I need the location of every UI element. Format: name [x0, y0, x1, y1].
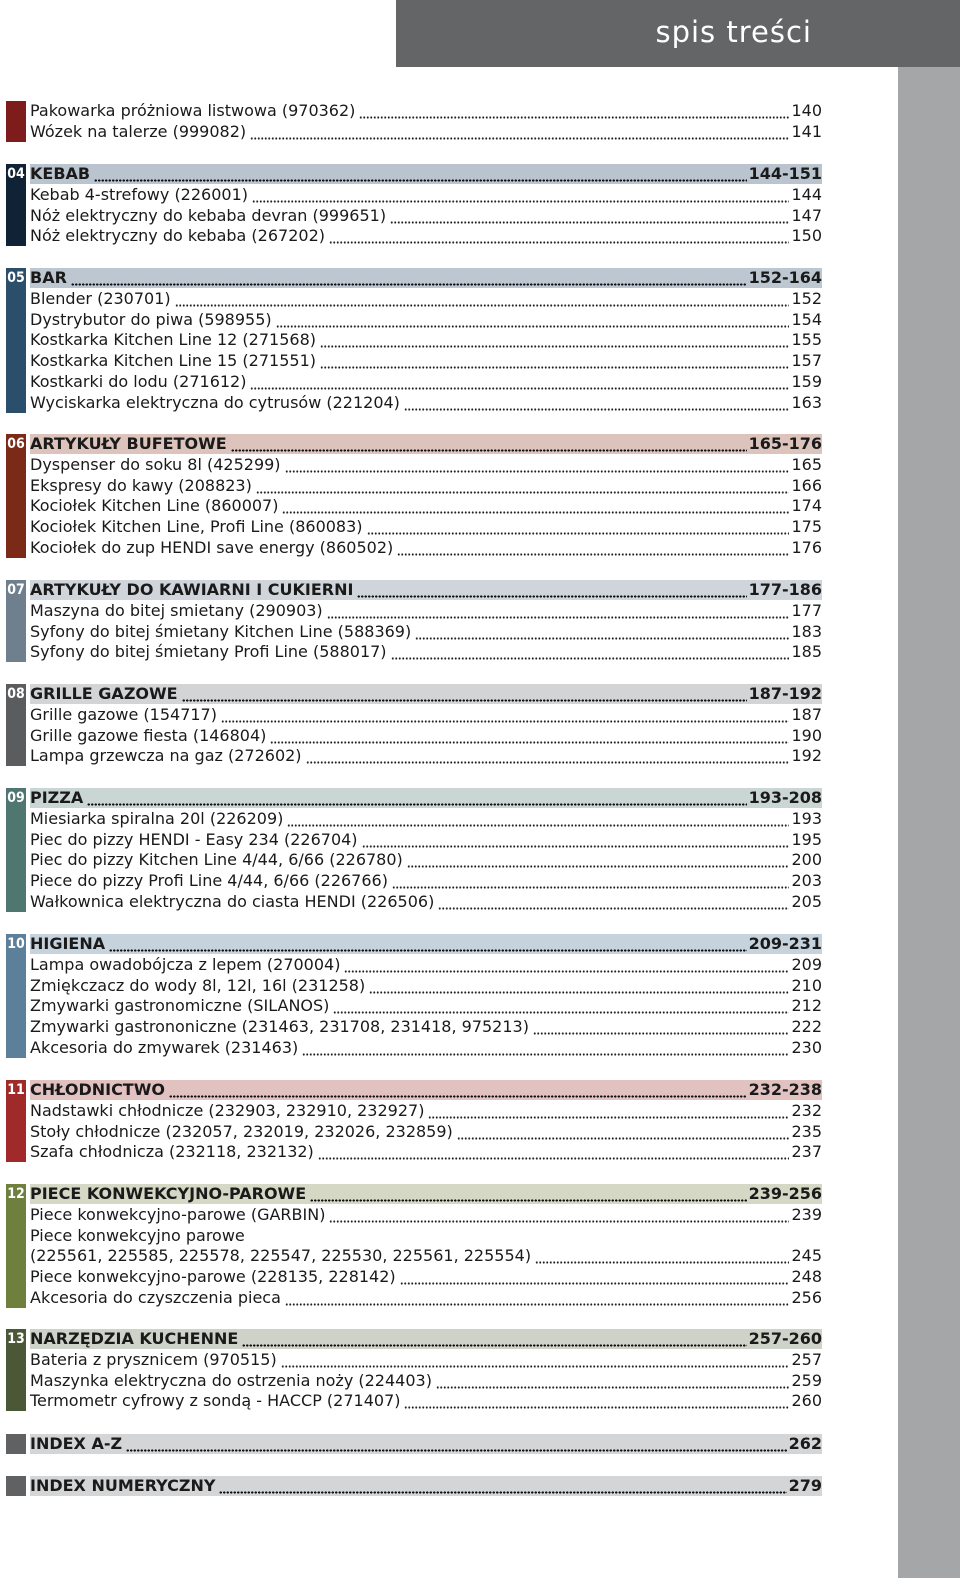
section-number: 08 — [7, 686, 25, 702]
section-page-range: 177-186 — [748, 580, 822, 599]
dot-leader — [404, 1391, 789, 1411]
section-number: 05 — [7, 270, 25, 286]
dot-leader — [282, 496, 789, 516]
entry-page: 200 — [791, 850, 822, 870]
section-page-range: 257-260 — [748, 1329, 822, 1348]
entry-label: (225561, 225585, 225578, 225547, 225530, 225561, 225554) — [30, 1246, 532, 1266]
toc-entry[interactable] — [30, 1038, 822, 1058]
toc-entry[interactable] — [30, 1101, 822, 1121]
toc-entry[interactable] — [30, 1288, 822, 1308]
entry-label: Piec do pizzy HENDI - Easy 234 (226704) — [30, 829, 358, 849]
section-heading[interactable] — [30, 268, 822, 288]
dot-leader — [242, 1329, 746, 1349]
entry-label: Ekspresy do kawy (208823) — [30, 475, 252, 495]
entry-page: 232 — [791, 1100, 822, 1120]
section-heading[interactable] — [30, 684, 822, 704]
toc-section — [6, 934, 822, 1058]
entry-page: 235 — [791, 1121, 822, 1141]
dot-leader — [71, 268, 747, 288]
section-title: BAR — [30, 268, 67, 287]
entry-label: Wałkownica elektryczna do ciasta HENDI (226506) — [30, 892, 435, 911]
toc-entry[interactable] — [30, 1350, 822, 1370]
entry-page: 257 — [791, 1349, 822, 1369]
dot-leader — [221, 705, 789, 725]
section-title: KEBAB — [30, 164, 91, 183]
dot-leader — [320, 351, 789, 371]
section-title: PIECE KONWEKCYJNO-PAROWE — [30, 1184, 307, 1203]
dot-leader — [457, 1122, 790, 1142]
section-color-marker — [6, 1434, 26, 1454]
toc-entry[interactable] — [30, 496, 822, 516]
entry-label: Lampa owadobójcza z lepem (270004) — [30, 954, 341, 974]
section-page-range: 152-164 — [748, 268, 822, 287]
entry-page: 192 — [791, 746, 822, 766]
dot-leader — [533, 1017, 789, 1037]
toc-entry[interactable] — [30, 393, 822, 413]
dot-leader — [310, 1184, 746, 1204]
dot-leader — [359, 101, 789, 121]
dot-leader — [362, 830, 790, 850]
section-color-marker — [6, 101, 26, 142]
toc-entry[interactable] — [30, 476, 822, 496]
dot-leader — [270, 726, 789, 746]
entry-label: Nóż elektryczny do kebaba devran (999651) — [30, 205, 387, 225]
dot-leader — [276, 310, 790, 330]
dot-leader — [329, 1205, 789, 1225]
section-number: 11 — [7, 1082, 25, 1098]
toc-entry[interactable] — [30, 976, 822, 996]
section-number: 09 — [7, 790, 25, 806]
toc-section — [6, 580, 822, 662]
entry-page: 175 — [791, 517, 822, 537]
toc-section — [6, 1329, 822, 1411]
section-number: 10 — [7, 936, 25, 952]
section-page-range: 165-176 — [748, 434, 822, 453]
toc-entry[interactable] — [30, 871, 822, 891]
entry-page: 187 — [791, 704, 822, 724]
toc-section — [6, 268, 822, 413]
toc-entry[interactable] — [30, 310, 822, 330]
section-heading[interactable] — [30, 788, 822, 808]
section-title: INDEX A-Z — [30, 1434, 123, 1453]
dot-leader — [344, 955, 789, 975]
toc-entry[interactable] — [30, 996, 822, 1016]
side-edge-bar — [898, 67, 960, 1578]
dot-leader — [287, 809, 789, 829]
entry-page: 230 — [791, 1038, 822, 1057]
dot-leader — [407, 850, 790, 870]
toc-entry[interactable] — [30, 289, 822, 309]
dot-leader — [404, 393, 790, 413]
section-heading[interactable] — [30, 1080, 822, 1100]
entry-label: Piece konwekcyjno-parowe (GARBIN) — [30, 1204, 326, 1224]
toc-entry[interactable] — [30, 830, 822, 850]
section-page-range: 193-208 — [748, 788, 822, 807]
entry-label: Nadstawki chłodnicze (232903, 232910, 232927) — [30, 1100, 425, 1120]
dot-leader — [281, 1350, 790, 1370]
toc-entry[interactable] — [30, 122, 822, 142]
toc-entry[interactable] — [30, 185, 822, 205]
section-page-range: 144-151 — [748, 164, 822, 183]
toc-entry[interactable] — [30, 705, 822, 725]
entry-label: Grille gazowe (154717) — [30, 704, 217, 724]
entry-page: 248 — [791, 1267, 822, 1287]
entry-label: Wyciskarka elektryczna do cytrusów (221204) — [30, 392, 400, 412]
entry-label: Kociołek Kitchen Line (860007) — [30, 496, 279, 516]
entry-page: 150 — [791, 226, 822, 246]
entry-label: Zmiękczacz do wody 8l, 12l, 16l (231258) — [30, 975, 366, 995]
entry-label: Wózek na talerze (999082) — [30, 121, 247, 141]
entry-label: Blender (230701) — [30, 288, 171, 308]
toc-entry[interactable] — [30, 101, 822, 121]
dot-leader — [333, 996, 789, 1016]
section-title: NARZĘDZIA KUCHENNE — [30, 1329, 239, 1348]
dot-leader — [175, 289, 790, 309]
toc-entry[interactable] — [30, 455, 822, 475]
dot-leader — [428, 1101, 789, 1121]
dot-leader — [320, 330, 789, 350]
entry-label: Termometr cyfrowy z sondą - HACCP (271407) — [30, 1391, 401, 1411]
section-page-range: 209-231 — [748, 934, 822, 953]
toc-entry[interactable] — [30, 517, 822, 537]
entry-page: 144 — [791, 184, 822, 204]
dot-leader — [369, 976, 789, 996]
section-heading[interactable] — [30, 1329, 822, 1349]
entry-page: 203 — [791, 871, 822, 891]
entry-page: 209 — [791, 954, 822, 974]
entry-page: 256 — [791, 1288, 822, 1307]
toc-entry[interactable] — [30, 206, 822, 226]
dot-leader — [126, 1434, 787, 1454]
toc-entry[interactable] — [30, 372, 822, 392]
dot-leader — [169, 1080, 747, 1100]
section-title: INDEX NUMERYCZNY — [30, 1476, 216, 1495]
entry-page: 210 — [791, 975, 822, 995]
entry-page: 176 — [791, 538, 822, 557]
section-page-range: 232-238 — [748, 1080, 822, 1099]
section-number: 07 — [7, 582, 25, 598]
dot-leader — [250, 122, 789, 142]
toc-entry[interactable] — [30, 809, 822, 829]
entry-label: Syfony do bitej śmietany Profi Line (588017) — [30, 642, 387, 662]
section-heading[interactable] — [30, 1476, 822, 1496]
dot-leader — [256, 476, 790, 496]
entry-label: Zmywarki gastronomiczne (SILANOS) — [30, 996, 330, 1016]
toc-entry[interactable] — [30, 892, 822, 912]
entry-page: 245 — [791, 1246, 822, 1266]
dot-leader — [367, 517, 790, 537]
entry-label: Maszynka elektryczna do ostrzenia noży (224403) — [30, 1370, 432, 1390]
entry-label: Piece konwekcyjno parowe — [30, 1225, 245, 1245]
section-title: PIZZA — [30, 788, 84, 807]
toc-section — [6, 684, 822, 766]
entry-page: 190 — [791, 725, 822, 745]
entry-page: 239 — [791, 1204, 822, 1224]
section-number: 13 — [7, 1331, 25, 1347]
entry-label: Akcesoria do czyszczenia pieca — [30, 1288, 281, 1307]
entry-page: 259 — [791, 1370, 822, 1390]
section-page-range: 262 — [788, 1434, 822, 1453]
entry-label: Zmywarki gastrononiczne (231463, 231708, 231418, 975213) — [30, 1017, 529, 1037]
entry-label: Kociołek do zup HENDI save energy (860502) — [30, 538, 394, 557]
toc-section — [6, 1476, 822, 1496]
toc-entry[interactable] — [30, 351, 822, 371]
entry-label: Pakowarka próżniowa listwowa (970362) — [30, 101, 356, 120]
entry-label: Syfony do bitej śmietany Kitchen Line (588369) — [30, 621, 412, 641]
dot-leader — [438, 892, 789, 912]
toc-entry[interactable] — [30, 726, 822, 746]
section-heading[interactable] — [30, 934, 822, 954]
entry-label: Maszyna do bitej smietany (290903) — [30, 600, 323, 620]
entry-label: Kostkarki do lodu (271612) — [30, 372, 247, 391]
entry-page: 152 — [791, 288, 822, 308]
dot-leader — [318, 1142, 790, 1162]
dot-leader — [231, 434, 747, 454]
entry-page: 155 — [791, 330, 822, 350]
toc-entry[interactable] — [30, 1226, 822, 1246]
dot-leader — [392, 871, 790, 891]
section-heading[interactable] — [30, 434, 822, 454]
section-number: 04 — [7, 166, 25, 182]
section-heading[interactable] — [30, 164, 822, 184]
entry-label: Szafa chłodnicza (232118, 232132) — [30, 1142, 314, 1162]
section-page-range: 239-256 — [748, 1184, 822, 1203]
section-number: 06 — [7, 436, 25, 452]
toc-entry[interactable] — [30, 1267, 822, 1287]
toc-entry[interactable] — [30, 1122, 822, 1142]
toc-entry[interactable] — [30, 1205, 822, 1225]
entry-label: Dyspenser do soku 8l (425299) — [30, 454, 281, 474]
entry-page: 141 — [791, 121, 822, 141]
entry-label: Bateria z prysznicem (970515) — [30, 1349, 277, 1369]
dot-leader — [391, 642, 790, 662]
entry-page: 195 — [791, 829, 822, 849]
dot-leader — [327, 601, 790, 621]
dot-leader — [535, 1246, 789, 1266]
dot-leader — [329, 226, 789, 246]
entry-label: Kostkarka Kitchen Line 15 (271551) — [30, 351, 316, 371]
entry-page: 163 — [791, 392, 822, 412]
section-heading[interactable] — [30, 580, 822, 600]
toc-entry[interactable] — [30, 1371, 822, 1391]
dot-leader — [109, 934, 746, 954]
entry-page: 185 — [791, 642, 822, 662]
dot-leader — [397, 538, 789, 558]
entry-label: Kebab 4-strefowy (226001) — [30, 184, 248, 204]
entry-page: 260 — [791, 1391, 822, 1411]
dot-leader — [182, 684, 747, 704]
toc-section — [6, 1434, 822, 1454]
entry-page: 205 — [791, 892, 822, 911]
entry-label: Stoły chłodnicze (232057, 232019, 232026, 232859) — [30, 1121, 453, 1141]
toc-entry[interactable] — [30, 226, 822, 246]
entry-label: Piec do pizzy Kitchen Line 4/44, 6/66 (226780) — [30, 850, 403, 870]
section-heading[interactable] — [30, 1434, 822, 1454]
entry-page: 174 — [791, 496, 822, 516]
section-title: GRILLE GAZOWE — [30, 684, 178, 703]
entry-page: 159 — [791, 372, 822, 391]
dot-leader — [87, 788, 746, 808]
entry-page: 157 — [791, 351, 822, 371]
section-page-range: 279 — [788, 1476, 822, 1495]
entry-page: 222 — [791, 1017, 822, 1037]
toc-section — [6, 1184, 822, 1308]
toc-entry[interactable] — [30, 746, 822, 766]
dot-leader — [390, 206, 789, 226]
entry-label: Lampa grzewcza na gaz (272602) — [30, 746, 302, 766]
entry-page: 147 — [791, 205, 822, 225]
entry-label: Grille gazowe fiesta (146804) — [30, 725, 267, 745]
dot-leader — [94, 164, 746, 184]
entry-label: Piece do pizzy Profi Line 4/44, 6/66 (226766) — [30, 871, 388, 891]
section-title: ARTYKUŁY DO KAWIARNI I CUKIERNI — [30, 580, 354, 599]
toc-entry[interactable] — [30, 1142, 822, 1162]
entry-page: 140 — [791, 101, 822, 120]
section-number: 12 — [7, 1186, 25, 1202]
toc-section — [6, 434, 822, 558]
section-title: CHŁODNICTWO — [30, 1080, 165, 1099]
entry-label: Piece konwekcyjno-parowe (228135, 228142) — [30, 1267, 396, 1287]
toc-section — [6, 788, 822, 912]
toc-entry[interactable] — [30, 850, 822, 870]
entry-page: 177 — [791, 600, 822, 620]
toc-entry[interactable] — [30, 538, 822, 558]
section-title: HIGIENA — [30, 934, 106, 953]
section-title: ARTYKUŁY BUFETOWE — [30, 434, 227, 453]
section-heading[interactable] — [30, 1184, 822, 1204]
entry-label: Kociołek Kitchen Line, Profi Line (860083) — [30, 517, 363, 537]
toc-entry[interactable] — [30, 330, 822, 350]
dot-leader — [415, 622, 789, 642]
entry-label: Dystrybutor do piwa (598955) — [30, 309, 272, 329]
entry-page: 183 — [791, 621, 822, 641]
dot-leader — [285, 1288, 790, 1308]
toc-section — [6, 101, 822, 142]
entry-page: 165 — [791, 454, 822, 474]
toc-entry[interactable] — [30, 1391, 822, 1411]
toc-section — [6, 164, 822, 246]
toc-entry[interactable] — [30, 601, 822, 621]
entry-page: 193 — [791, 808, 822, 828]
dot-leader — [219, 1476, 786, 1496]
toc-entry[interactable] — [30, 622, 822, 642]
entry-page: 154 — [791, 309, 822, 329]
section-page-range: 187-192 — [748, 684, 822, 703]
entry-label: Akcesoria do zmywarek (231463) — [30, 1038, 299, 1057]
dot-leader — [302, 1038, 789, 1058]
entry-page: 166 — [791, 475, 822, 495]
dot-leader — [306, 746, 790, 766]
entry-label: Kostkarka Kitchen Line 12 (271568) — [30, 330, 316, 350]
dot-leader — [250, 372, 789, 392]
dot-leader — [357, 580, 746, 600]
toc-entry[interactable] — [30, 955, 822, 975]
toc-section — [6, 1080, 822, 1162]
toc-entry[interactable] — [30, 1246, 822, 1266]
entry-label: Miesiarka spiralna 20l (226209) — [30, 808, 284, 828]
dot-leader — [436, 1371, 790, 1391]
dot-leader — [400, 1267, 790, 1287]
dot-leader — [285, 455, 790, 475]
entry-label: Nóż elektryczny do kebaba (267202) — [30, 226, 325, 246]
toc-entry[interactable] — [30, 642, 822, 662]
entry-page: 212 — [791, 996, 822, 1016]
toc-entry[interactable] — [30, 1017, 822, 1037]
dot-leader — [252, 185, 789, 205]
page-title: spis treści — [655, 15, 812, 49]
entry-page: 237 — [791, 1142, 822, 1162]
section-color-marker — [6, 268, 26, 413]
section-color-marker — [6, 1476, 26, 1496]
